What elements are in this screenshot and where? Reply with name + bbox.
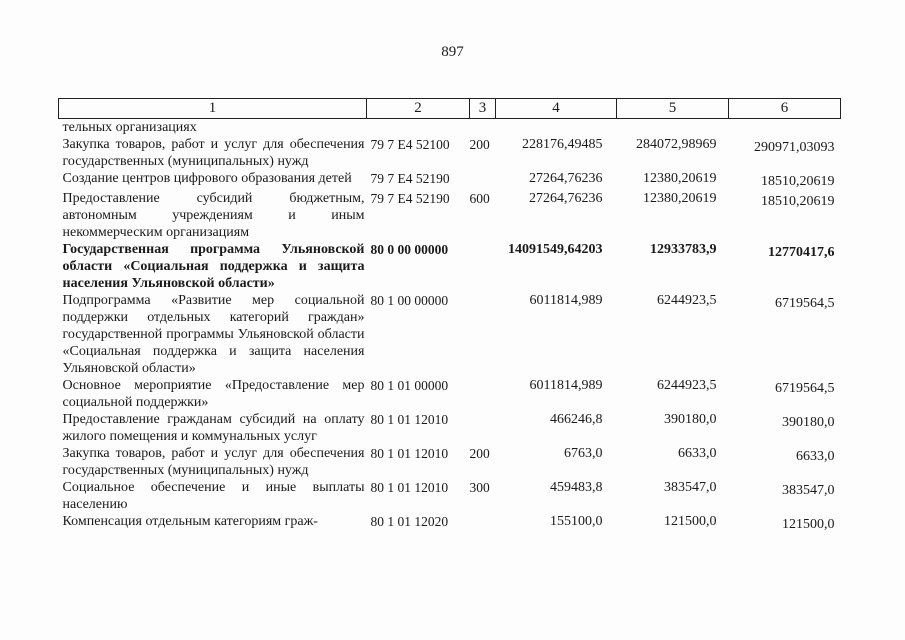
row-expense-type — [470, 411, 496, 445]
row-value-col5: 12380,20619 — [643, 191, 717, 206]
header-col-3: 3 — [470, 99, 496, 119]
row-expense-type — [470, 377, 496, 411]
row-name: Государственная программа Ульяновской области «Социальная поддержка и защита населения Ульяновской области» — [62, 242, 365, 291]
header-col-4: 4 — [496, 99, 617, 119]
table-row — [59, 445, 841, 479]
row-value-col5: 390180,0 — [664, 412, 717, 427]
row-value-col6: 6633,0 — [796, 449, 835, 464]
row-code: 79 7 Е4 52100 — [370, 137, 450, 152]
row-expense-type: 600 — [469, 191, 490, 206]
row-value-col6: 383547,0 — [782, 483, 835, 498]
row-value-col4 — [496, 119, 617, 137]
row-value-col5: 12933783,9 — [650, 242, 717, 257]
row-value-col4: 155100,0 — [550, 514, 603, 529]
row-name: Предоставление гражданам субсидий на оплату жилого помещения и коммунальных услуг — [62, 412, 365, 444]
row-name: тельных организациях — [62, 120, 197, 135]
header-col-5: 5 — [617, 99, 729, 119]
row-code — [367, 119, 470, 137]
row-value-col5: 121500,0 — [664, 514, 717, 529]
row-value-col6: 12770417,6 — [768, 245, 835, 260]
table-row — [59, 136, 841, 170]
page-number: 897 — [441, 44, 464, 60]
row-value-col6 — [729, 119, 841, 137]
row-value-col4: 14091549,64203 — [508, 242, 603, 257]
row-value-col6: 18510,20619 — [761, 174, 835, 189]
row-expense-type: 300 — [469, 480, 490, 495]
header-col-6: 6 — [729, 99, 841, 119]
row-value-col6: 121500,0 — [782, 517, 835, 532]
row-value-col4: 459483,8 — [550, 480, 603, 495]
row-value-col5: 6244923,5 — [657, 378, 717, 393]
row-value-col4: 466246,8 — [550, 412, 603, 427]
table-row — [59, 513, 841, 533]
row-name: Подпрограмма «Развитие мер социальной поддержки отдельных категорий граждан» государственной программы Ульяновской области «Социальная поддержка и защита населения Ульяновской области» — [62, 293, 365, 376]
table-row — [59, 170, 841, 190]
table-row — [59, 119, 841, 137]
row-code: 80 1 01 12010 — [370, 412, 449, 427]
row-value-col6: 290971,03093 — [754, 140, 835, 155]
budget-table — [58, 98, 841, 533]
table-row — [59, 377, 841, 411]
row-code: 80 1 01 12020 — [370, 514, 449, 529]
row-value-col6: 6719564,5 — [775, 381, 835, 396]
row-name: Компенсация отдельным категориям граж- — [62, 514, 318, 529]
row-value-col6: 6719564,5 — [775, 296, 835, 311]
header-col-1: 1 — [59, 99, 367, 119]
row-name: Закупка товаров, работ и услуг для обеспечения государственных (муниципальных) нужд — [62, 137, 365, 169]
row-expense-type: 200 — [469, 446, 490, 461]
row-expense-type — [470, 292, 496, 377]
table-row — [59, 411, 841, 445]
row-code: 80 1 01 12010 — [370, 480, 449, 495]
row-value-col5 — [617, 119, 729, 137]
header-col-2: 2 — [367, 99, 470, 119]
row-name: Основное мероприятие «Предоставление мер социальной поддержки» — [62, 378, 365, 410]
table-row — [59, 241, 841, 292]
row-value-col4: 27264,76236 — [529, 171, 603, 186]
table-row — [59, 190, 841, 241]
row-code: 80 1 01 00000 — [370, 378, 449, 393]
row-value-col4: 27264,76236 — [529, 191, 603, 206]
row-code: 80 1 00 00000 — [370, 293, 449, 308]
row-value-col5: 383547,0 — [664, 480, 717, 495]
row-expense-type — [470, 513, 496, 533]
row-expense-type — [470, 170, 496, 190]
table-row — [59, 292, 841, 377]
row-value-col4: 6011814,989 — [529, 378, 603, 393]
row-expense-type: 200 — [469, 137, 490, 152]
row-value-col5: 284072,98969 — [636, 137, 717, 152]
header-row — [59, 99, 841, 119]
row-code: 80 1 01 12010 — [370, 446, 449, 461]
row-value-col4: 228176,49485 — [522, 137, 603, 152]
row-value-col5: 6633,0 — [678, 446, 717, 461]
table-row — [59, 479, 841, 513]
row-value-col6: 390180,0 — [782, 415, 835, 430]
row-code: 79 7 Е4 52190 — [370, 191, 450, 206]
row-value-col5: 12380,20619 — [643, 171, 717, 186]
row-name: Закупка товаров, работ и услуг для обеспечения государственных (муниципальных) нужд — [62, 446, 365, 478]
row-code: 80 0 00 00000 — [370, 242, 449, 257]
row-value-col4: 6011814,989 — [529, 293, 603, 308]
row-name: Создание центров цифрового образования детей — [62, 171, 352, 186]
row-value-col4: 6763,0 — [564, 446, 603, 461]
row-value-col6: 18510,20619 — [761, 194, 835, 209]
row-value-col5: 6244923,5 — [657, 293, 717, 308]
row-name: Предоставление субсидий бюджетным, автономным учреждениям и иным некоммерческим организациям — [62, 191, 365, 240]
row-expense-type — [470, 119, 496, 137]
row-name: Социальное обеспечение и иные выплаты населению — [62, 480, 365, 512]
row-code: 79 7 Е4 52190 — [370, 171, 450, 186]
row-expense-type — [470, 241, 496, 292]
